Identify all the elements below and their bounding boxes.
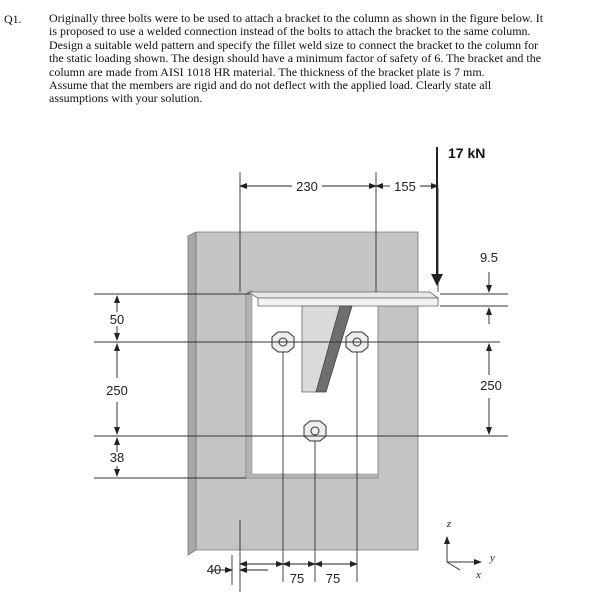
dim-right-top-label: 9.5 (479, 250, 499, 265)
question-line: is proposed to use a welded connection instead of the bolts to attach the bracket to the same column. (49, 24, 531, 39)
dim-top-right-label: 155 (394, 179, 416, 194)
dim-top-left-label: 230 (296, 179, 318, 194)
question-line: Assume that the members are rigid and do not deflect with the applied load. Clearly state all (49, 78, 492, 93)
bracket-front-edge (258, 298, 438, 306)
bracket-top-plate (248, 292, 438, 298)
question-line: column are made from AISI 1018 HR material. The thickness of the bracket plate is 7 mm. (49, 64, 485, 79)
column (188, 232, 418, 555)
dim-left-bottom-label: 38 (109, 450, 125, 465)
axis-x-label: x (476, 569, 481, 581)
column-side-face (188, 232, 196, 555)
axis-y-label: y (490, 552, 495, 564)
dim-bottom-mid-right-label: 75 (325, 571, 341, 586)
dim-bottom-mid-left-label: 75 (289, 571, 305, 586)
dim-left-top-label: 50 (109, 312, 125, 327)
question-line: Design a suitable weld pattern and specify the fillet weld size to connect the bracket to the column for (49, 37, 539, 52)
bolt-bottom (304, 421, 326, 441)
axes-triad (447, 537, 481, 570)
dim-right-bottom-label: 250 (480, 378, 502, 393)
question-line: assumptions with your solution. (49, 91, 203, 106)
dim-left-middle-label: 250 (106, 383, 128, 398)
question-line: the static loading shown. The design should have a minimum factor of safety of 6. The bracket and the (49, 51, 542, 66)
dim-bottom-left-label: 40 (206, 562, 222, 577)
dim-bottom (212, 564, 357, 570)
question-line: Originally three bolts were to be used to attach a bracket to the column as shown in the figure below. It (49, 11, 544, 25)
question-number: Q1. (4, 12, 22, 26)
axis-z-label: z (446, 518, 452, 530)
load-label: 17 kN (448, 145, 486, 161)
